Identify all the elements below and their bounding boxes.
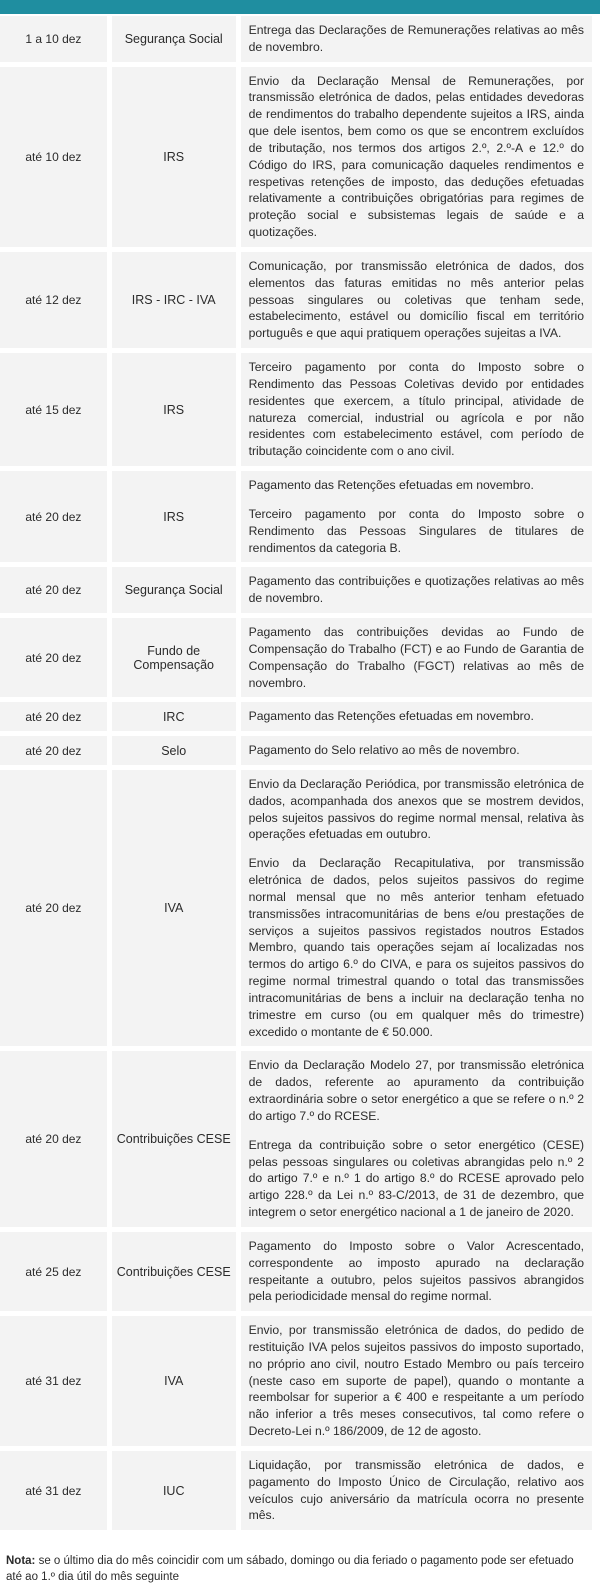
footnote (6, 1554, 586, 1586)
table-row (0, 1451, 592, 1530)
description-paragraph: Entrega das Declarações de Remunerações relativas ao mês de novembro. (248, 23, 585, 54)
description-paragraph: Entrega da contribuição sobre o setor energético (CESE) pelas pessoas singulares ou coletivas abrangidas pelo n.º 2 do artigo 7.º e n.º 1 do artigo 8.º do RCESE aprovado pelo artigo 228.º da Lei n.º 83-C/2013, de 31 de dezembro, que integrem o setor energético nacional a 1 de janeiro de 2020. (248, 1137, 585, 1220)
deadline-date: 1 a 10 dez (0, 16, 107, 62)
obligation-description (241, 618, 592, 697)
deadline-date: até 10 dez (0, 67, 107, 247)
obligation-description (241, 67, 592, 247)
table-row (0, 471, 592, 562)
table-row (0, 770, 592, 1046)
tax-type: IVA (112, 1316, 236, 1446)
fiscal-calendar-table (0, 16, 592, 1530)
tax-type: IRS - IRC - IVA (112, 252, 236, 348)
description-paragraph: Pagamento das Retenções efetuadas em novembro. (248, 709, 534, 724)
table-row (0, 736, 592, 765)
top-accent-bar (0, 0, 600, 14)
obligation-description (241, 1316, 592, 1446)
table-row (0, 16, 592, 62)
obligation-description (241, 702, 592, 731)
deadline-date: até 25 dez (0, 1232, 107, 1311)
description-paragraph: Pagamento das contribuições devidas ao Fundo de Compensação do Trabalho (FCT) e ao Fundo de Garantia de Compensação do Trabalho (FGCT) relativas ao mês de novembro. (248, 625, 585, 690)
description-paragraph: Terceiro pagamento por conta do Imposto sobre o Rendimento das Pessoas Coletivas devido por entidades residentes que exercem, a título principal, atividade de natureza comercial, industrial ou agrícola e por não residentes com estabelecimento estável, com período de tributação coincidente com o ano civil. (248, 360, 585, 459)
tax-type: IRS (112, 471, 236, 562)
tax-type: Selo (112, 736, 236, 765)
tax-type: Contribuições CESE (112, 1232, 236, 1311)
deadline-date: até 20 dez (0, 702, 107, 731)
obligation-description (241, 353, 592, 466)
deadline-date: até 20 dez (0, 471, 107, 562)
description-paragraph: Envio da Declaração Mensal de Remunerações, por transmissão eletrónica de dados, pelas entidades devedoras de rendimentos do trabalho dependente sujeitos a IRS, ainda que dele isentos, bem como os que se encontrem excluídos de tributação, nos termos dos artigos 2.º, 2.º-A e 12.º do Código do IRS, para comunicação daqueles rendimentos e respetivas retenções de imposto, das deduções efetuadas relativamente a contribuições obrigatórias para regimes de proteção social e subsistemas legais de saúde e a quotizações. (248, 73, 585, 240)
table-row (0, 67, 592, 247)
tax-type: IRS (112, 67, 236, 247)
description-paragraph: Envio, por transmissão eletrónica de dados, do pedido de restituição IVA pelos sujeitos passivos do imposto suportado, no próprio ano civil, noutro Estado Membro ou país terceiro (neste caso em suporte de papel), quando o montante a reembolsar for superior a € 400 e respeitante a um período não inferior a três meses consecutivos, tal como refere o Decreto-Lei n.º 186/2009, de 12 de agosto. (248, 1323, 585, 1439)
obligation-description (241, 471, 592, 562)
tax-type: IRS (112, 353, 236, 466)
tax-type: IVA (112, 770, 236, 1046)
deadline-date: até 15 dez (0, 353, 107, 466)
tax-type: IRC (112, 702, 236, 731)
deadline-date: até 20 dez (0, 567, 107, 613)
description-paragraph: Terceiro pagamento por conta do Imposto sobre o Rendimento das Pessoas Singulares de titulares de rendimentos da categoria B. (248, 506, 585, 555)
obligation-description (241, 567, 592, 613)
table-row (0, 353, 592, 466)
tax-type: Fundo de Compensação (112, 618, 236, 697)
footnote-label: Nota: (6, 1555, 36, 1567)
obligation-description (241, 770, 592, 1046)
table-row (0, 702, 592, 731)
description-paragraph: Envio da Declaração Modelo 27, por transmissão eletrónica de dados, referente ao apuramento da contribuição extraordinária sobre o setor energético a que se refere o n.º 2 do artigo 7.º do RCESE. (248, 1058, 585, 1123)
obligation-description (241, 736, 592, 765)
description-paragraph: Comunicação, por transmissão eletrónica de dados, dos elementos das faturas emitidas no mês anterior pelas pessoas singulares ou coletivas que tenham sede, estabelecimento, estável ou domicílio fiscal em território português e que aqui pratiquem operações sujeitas a IVA. (248, 258, 585, 341)
obligation-description (241, 1051, 592, 1226)
table-row (0, 1232, 592, 1311)
tax-type: Contribuições CESE (112, 1051, 236, 1226)
deadline-date: até 20 dez (0, 770, 107, 1046)
obligation-description (241, 1232, 592, 1311)
description-paragraph: Envio da Declaração Periódica, por transmissão eletrónica de dados, acompanhada dos anexos que se mostrem devidos, pelos sujeitos passivos do regime normal mensal, relativa às operações efetuadas em outubro. (248, 776, 585, 842)
description-paragraph: Liquidação, por transmissão eletrónica de dados, e pagamento do Imposto Único de Circulação, relativo aos veículos cujo aniversário da matrícula ocorra no presente mês. (248, 1457, 585, 1523)
obligation-description (241, 252, 592, 348)
description-paragraph: Pagamento do Imposto sobre o Valor Acrescentado, correspondente ao imposto apurado na declaração respeitante a outubro, pelos sujeitos passivos abrangidos pela periodicidade mensal do regime normal. (248, 1238, 585, 1304)
tax-type: Segurança Social (112, 567, 236, 613)
deadline-date: até 31 dez (0, 1451, 107, 1530)
deadline-date: até 31 dez (0, 1316, 107, 1446)
table-row (0, 618, 592, 697)
description-paragraph: Pagamento do Selo relativo ao mês de novembro. (248, 743, 520, 758)
table-row (0, 567, 592, 613)
obligation-description (241, 1451, 592, 1530)
description-paragraph: Pagamento das Retenções efetuadas em novembro. (248, 478, 534, 493)
tax-type: Segurança Social (112, 16, 236, 62)
footnote-text: se o último dia do mês coincidir com um sábado, domingo ou dia feriado o pagamento pode ser efetuado até ao 1.º dia útil do mês seguinte (6, 1555, 574, 1583)
description-paragraph: Pagamento das contribuições e quotizações relativas ao mês de novembro. (248, 574, 585, 606)
table-row (0, 1316, 592, 1446)
deadline-date: até 20 dez (0, 736, 107, 765)
deadline-date: até 20 dez (0, 618, 107, 697)
table-row (0, 252, 592, 348)
deadline-date: até 12 dez (0, 252, 107, 348)
description-paragraph: Envio da Declaração Recapitulativa, por transmissão eletrónica de dados, pelos sujeitos passivos do regime normal mensal que no mês anterior tenham efetuado transmissões intracomunitárias de bens e/ou prestações de serviços a sujeitos passivos registados noutros Estados Membro, quando tais operações sejam aí localizadas nos termos do artigo 6.º do CIVA, e para os sujeitos passivos do regime normal trimestral quando o total das transmissões intracomunitárias de bens a incluir na declaração tenha no trimestre em curso (ou em qualquer mês do trimestre) excedido o montante de € 50.000. (248, 856, 585, 1039)
obligation-description (241, 16, 592, 62)
table-row (0, 1051, 592, 1226)
tax-type: IUC (112, 1451, 236, 1530)
deadline-date: até 20 dez (0, 1051, 107, 1226)
